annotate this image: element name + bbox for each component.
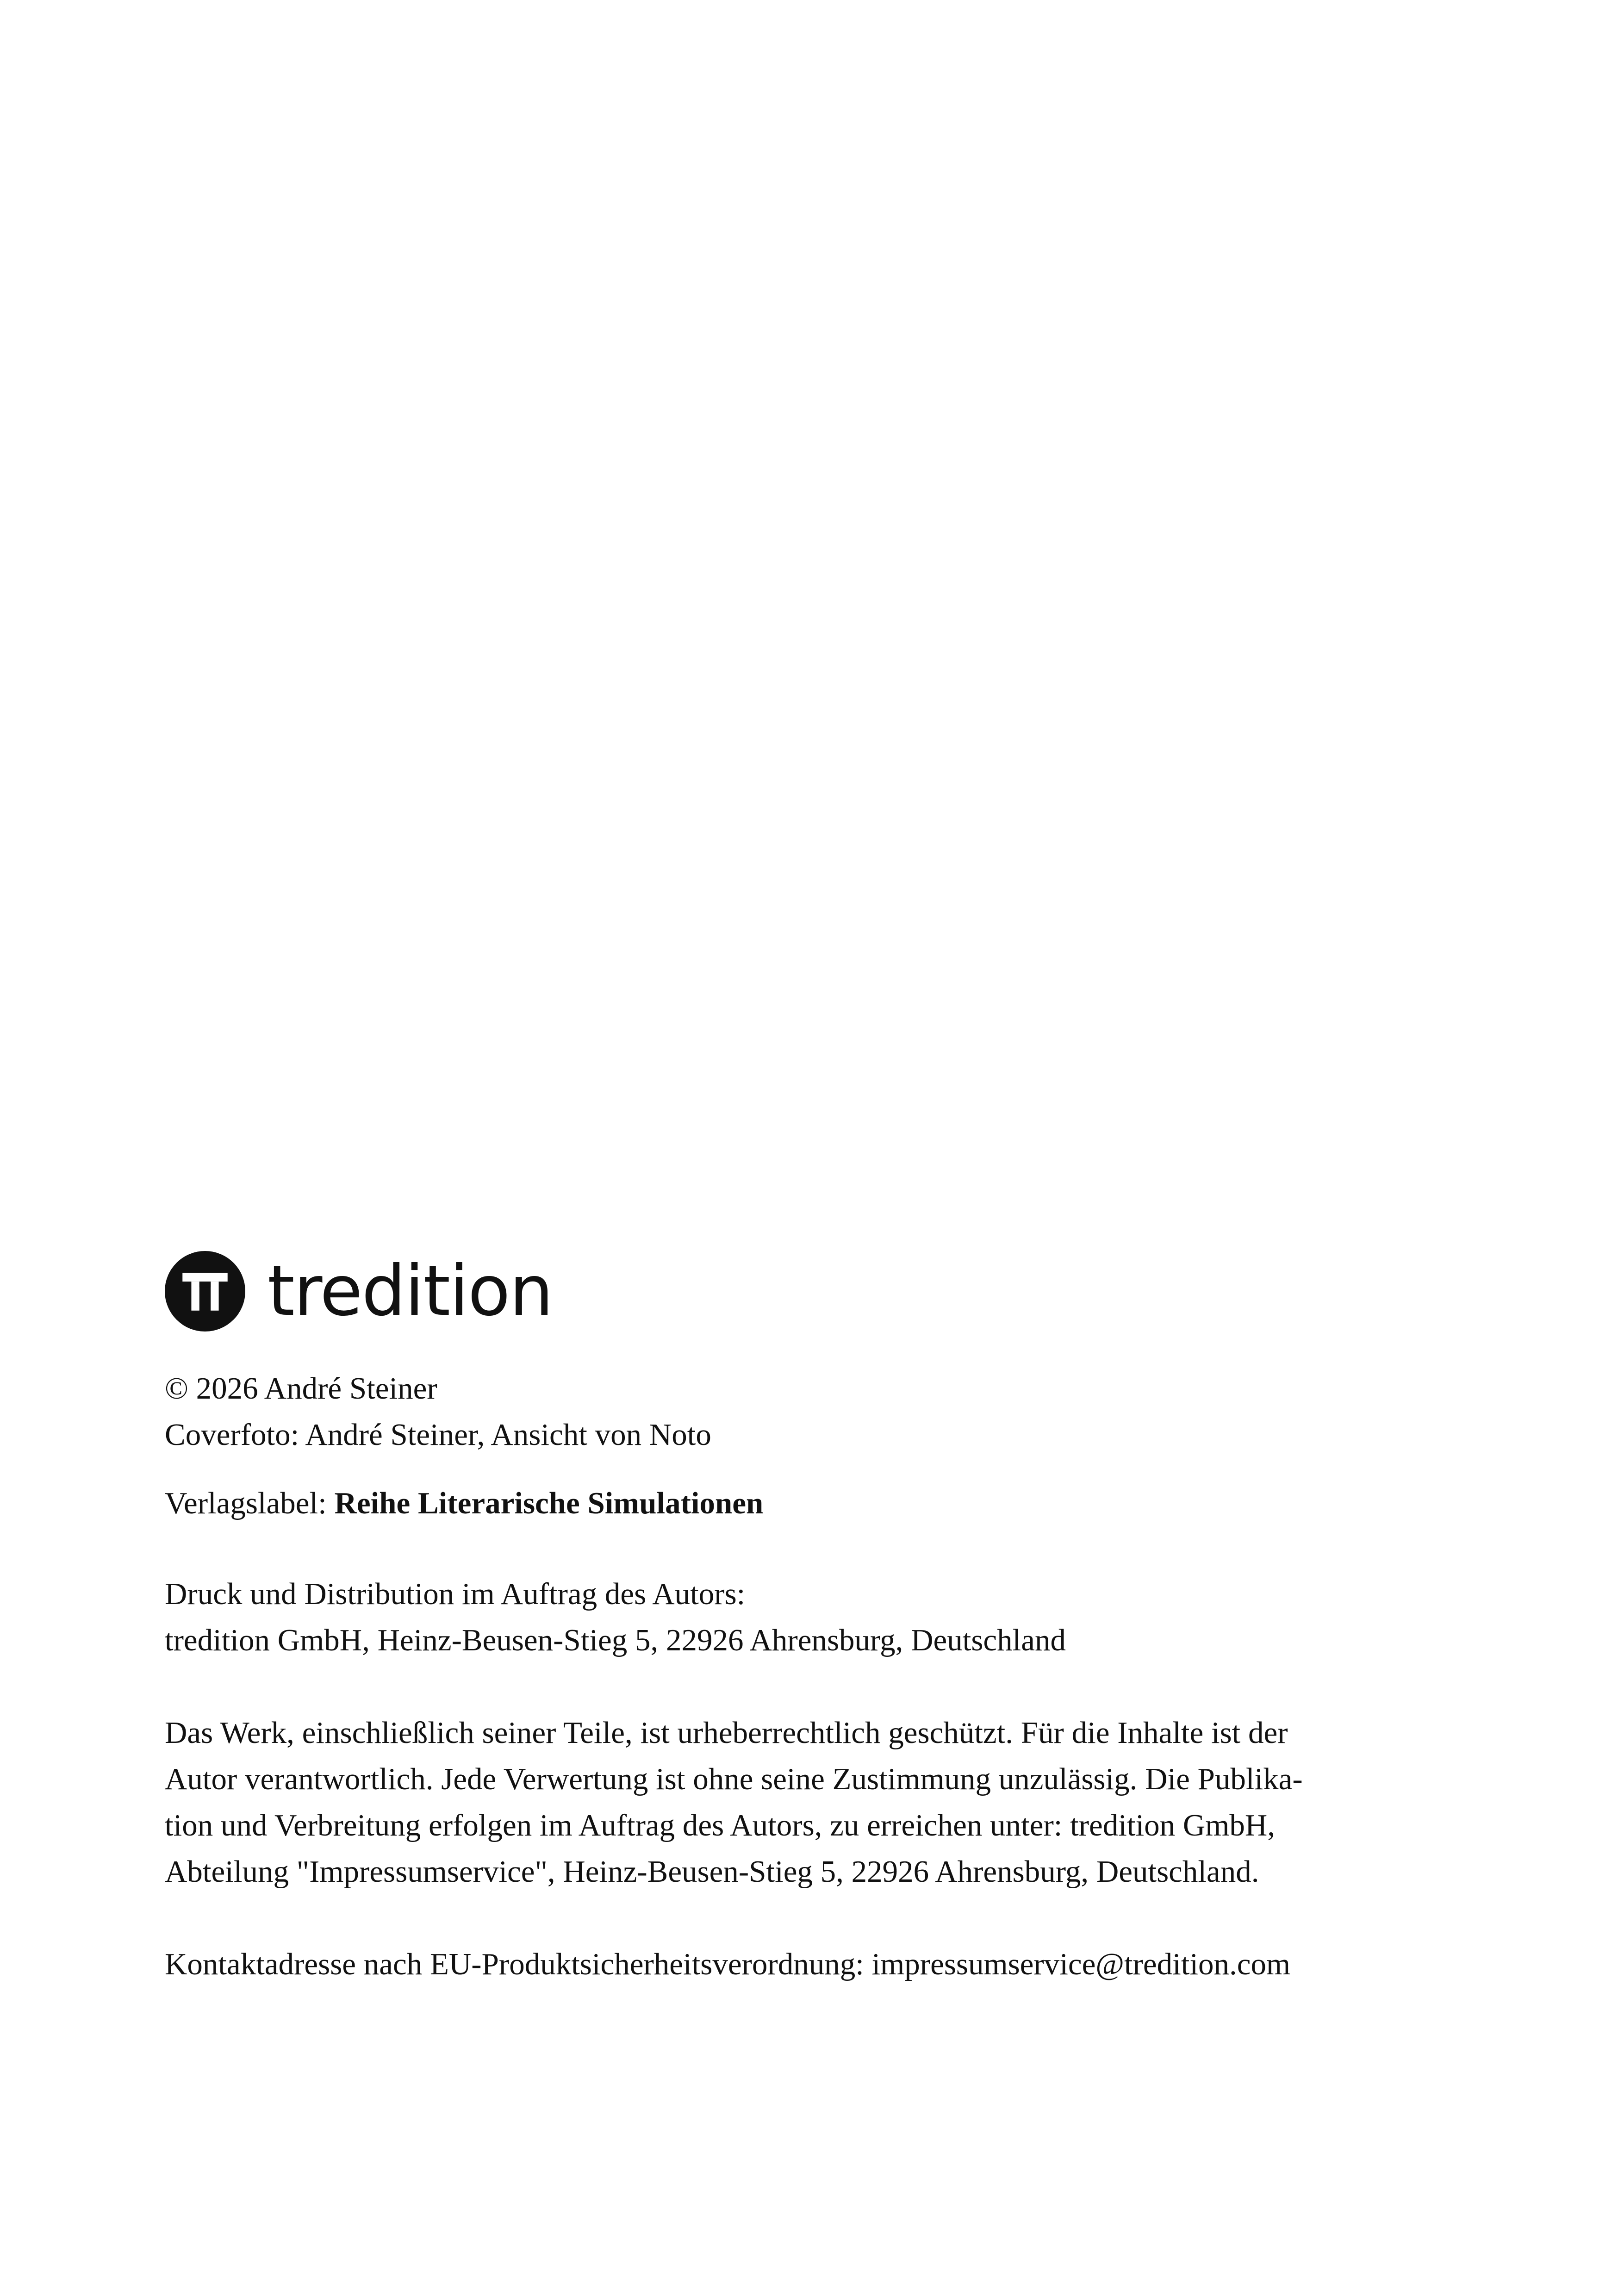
publisher-label-name: Reihe Literarische Simulationen <box>334 1486 764 1520</box>
distribution-line: Druck und Distribution im Auftrag des Autors: <box>165 1577 746 1611</box>
legal-text-line: Abteilung "Impressumservice", Heinz-Beusen-Stieg 5, 22926 Ahrensburg, Deutschland. <box>165 1854 1259 1889</box>
publisher-label-prefix: Verlagslabel: <box>165 1486 335 1520</box>
cover-photo-credit: Coverfoto: André Steiner, Ansicht von Noto <box>165 1418 711 1452</box>
tredition-logo-icon <box>165 1251 245 1332</box>
distribution-address: tredition GmbH, Heinz-Beusen-Stieg 5, 22926 Ahrensburg, Deutschland <box>165 1623 1066 1657</box>
imprint-block <box>165 1250 1461 1987</box>
contact-line: Kontaktadresse nach EU-Produktsicherheitsverordnung: impressumservice@tredition.com <box>165 1947 1291 1981</box>
legal-text-line: tion und Verbreitung erfolgen im Auftrag des Autors, zu erreichen unter: tredition GmbH, <box>165 1808 1276 1842</box>
publisher-label-line <box>165 1480 1461 1526</box>
legal-text-line: Das Werk, einschließlich seiner Teile, ist urheberrechtlich geschützt. Für die Inhalte ist der <box>165 1716 1288 1750</box>
legal-text-line: Autor verantwortlich. Jede Verwertung ist ohne seine Zustimmung unzulässig. Die Publika- <box>165 1762 1303 1796</box>
copyright-line: © 2026 André Steiner <box>165 1371 437 1406</box>
publisher-logo <box>165 1250 1461 1333</box>
logo-wordmark: tredition <box>268 1251 553 1332</box>
